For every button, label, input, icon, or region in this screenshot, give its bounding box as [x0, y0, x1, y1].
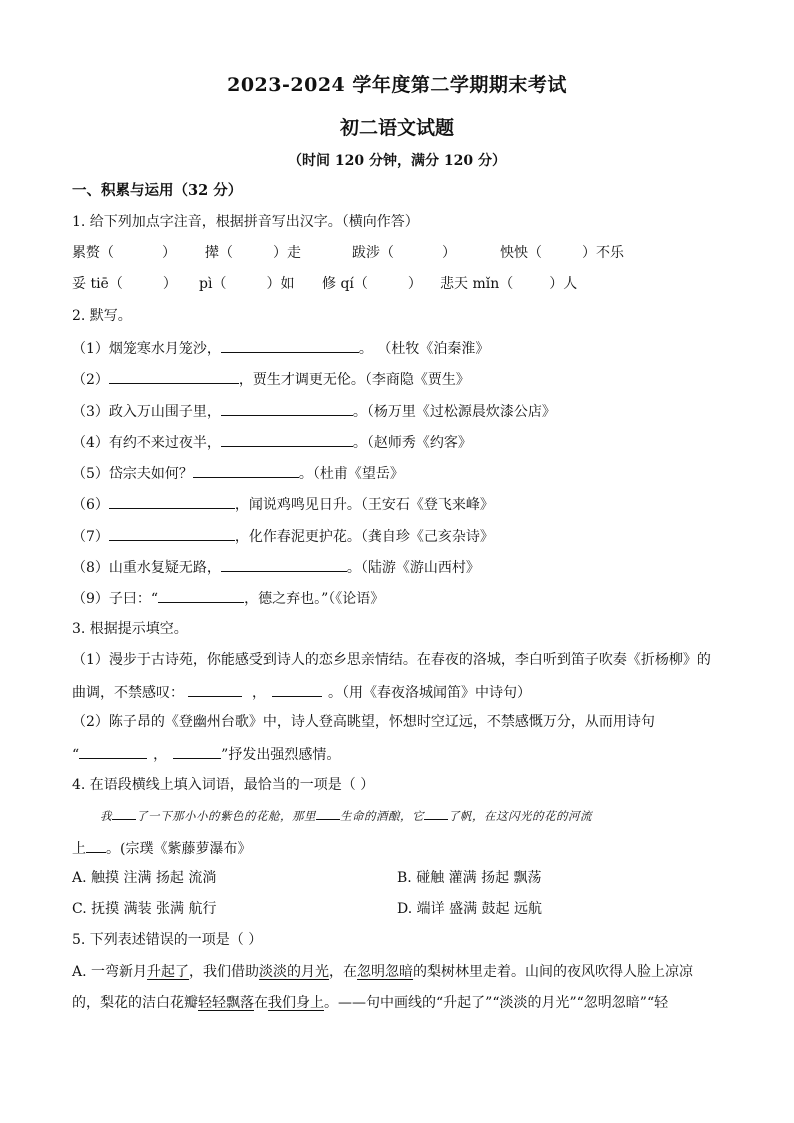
q5-option-a-line2: 的，梨花的洁白花瓣轻轻飘落在我们身上。——句中画线的“升起了”“淡淡的月光”“忽明忽暗”“轻: [72, 995, 669, 1011]
q2-item-5: （5）岱宗夫如何？ 。（杜甫《望岳》: [72, 462, 404, 484]
answer-blank[interactable]: [188, 681, 242, 697]
q1-stem: 1. 给下列加点字注音，根据拼音写出汉字。（横向作答）: [72, 214, 419, 230]
answer-blank[interactable]: [109, 493, 235, 509]
answer-blank[interactable]: [173, 743, 221, 759]
q4-stem: 4. 在语段横线上填入词语，最恰当的一项是（ ）: [72, 777, 375, 793]
answer-blank[interactable]: [221, 400, 353, 416]
answer-blank[interactable]: [272, 681, 322, 697]
q4-option-b[interactable]: B. 碰触 灌满 扬起 飘荡: [397, 870, 542, 886]
q1-row2-item4: 悲天 mǐn（ ）人: [440, 276, 578, 292]
q2-item-9: （9）子曰：“ ，德之弃也。”（《论语》: [72, 587, 384, 609]
answer-blank[interactable]: [193, 462, 299, 478]
q2-item-7: （7） ，化作春泥更护花。（龚自珍《己亥杂诗》: [72, 525, 494, 547]
answer-blank[interactable]: [221, 556, 347, 572]
q1-row1-item2: 撵（ ）走: [205, 245, 301, 261]
q2-item-3: （3）政入万山围子里， 。（杨万里《过松源晨炊漆公店》: [72, 400, 556, 422]
q4-passage-line1: 我 了一下那小小的紫色的花舱，那里 生命的酒酿，它 了帆，在这闪光的花的河流: [100, 809, 592, 823]
q2-stem: 2. 默写。: [72, 308, 132, 324]
q3-p2-line1: （2）陈子昂的《登幽州台歌》中，诗人登高眺望，怀想时空辽远，不禁感慨万分，从而用诗句: [72, 714, 655, 730]
exam-title: 2023-2024 学年度第二学期期末考试: [227, 74, 567, 96]
answer-blank[interactable]: [158, 587, 244, 603]
answer-blank[interactable]: [316, 807, 340, 820]
q1-row2-item2: pì（ ）如: [199, 276, 295, 292]
q4-option-c[interactable]: C. 抚摸 满装 张满 航行: [72, 901, 217, 917]
q3-p1-line1: （1）漫步于古诗苑，你能感受到诗人的恋乡思亲情结。在春夜的洛城，李白听到笛子吹奏《折杨柳》的: [72, 652, 711, 668]
q2-item-4: （4）有约不来过夜半， 。（赵师秀《约客》: [72, 431, 472, 453]
q1-row2-item3: 修 qí（ ）: [322, 276, 422, 292]
q5-stem: 5. 下列表述错误的一项是（ ）: [72, 932, 263, 948]
answer-blank[interactable]: [221, 337, 359, 353]
q2-item-6: （6） ，闻说鸡鸣见日升。（王安石《登飞来峰》: [72, 493, 494, 515]
q1-row1-item3: 跋涉（ ）: [352, 245, 456, 261]
q3-stem: 3. 根据提示填空。: [72, 621, 188, 637]
q5-option-a-line1: A. 一弯新月升起了，我们借助淡淡的月光，在忽明忽暗的梨树林里走着。山间的夜风吹得人脸上凉凉: [72, 964, 694, 980]
q4-option-d[interactable]: D. 端详 盛满 鼓起 远航: [397, 901, 542, 917]
exam-subtitle: 初二语文试题: [339, 117, 454, 139]
answer-blank[interactable]: [424, 807, 448, 820]
exam-info: （时间 120 分钟，满分 120 分）: [288, 153, 506, 169]
answer-blank[interactable]: [79, 743, 147, 759]
answer-blank[interactable]: [112, 807, 136, 820]
q2-item-8: （8）山重水复疑无路， 。（陆游《游山西村》: [72, 556, 480, 578]
answer-blank[interactable]: [221, 431, 353, 447]
section-heading: 一、积累与运用（32 分）: [72, 182, 243, 199]
q3-p1-line2: 曲调，不禁感叹： ， 。（用《春夜洛城闻笛》中诗句）: [72, 681, 531, 703]
q3-p2-line2: “ ， ”抒发出强烈感情。: [72, 743, 340, 765]
q2-item-1: （1）烟笼寒水月笼沙， 。 （杜牧《泊秦淮》: [72, 337, 489, 359]
q4-option-a[interactable]: A. 触摸 注满 扬起 流淌: [72, 870, 217, 886]
q1-row1-item4: 怏怏（ ）不乐: [500, 245, 624, 261]
q4-passage-line2: 上 。(宗璞《紫藤萝瀑布》: [72, 837, 251, 859]
q1-row1-item1: 累赘（ ）: [72, 245, 176, 261]
q1-row2-item1: 妥 tiē（ ）: [72, 276, 177, 292]
answer-blank[interactable]: [109, 368, 239, 384]
answer-blank[interactable]: [109, 525, 235, 541]
answer-blank[interactable]: [86, 837, 106, 853]
q2-item-2: （2） ，贾生才调更无伦。（李商隐《贾生》: [72, 368, 470, 390]
